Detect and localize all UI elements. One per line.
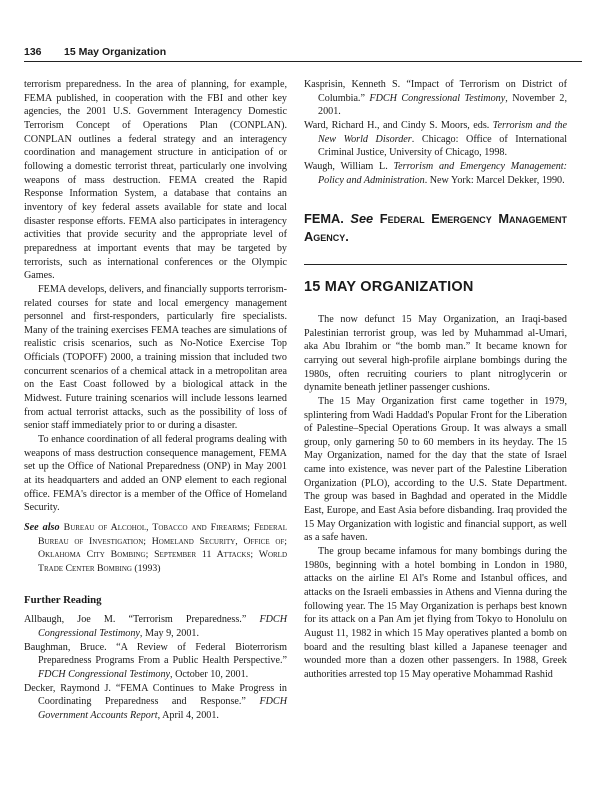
see-label: See — [350, 211, 374, 227]
body-paragraph: terrorism preparedness. In the area of planning, for example, FEMA published, in cooperation with the FBI and other key agencies, the 2001 U.S. Government Interagency Domestic Terrorism Concept of Operations Plan (CONPLAN). CONPLAN outlines a federal strategy and an interagency coordination and management structure in anticipation of or following a domestic terrorist threat, particularly one involving weapons of mass destruction. FEMA created the Rapid Response Information System, a database that contains an inventory of key federal assets available for state and local disaster response efforts. FEMA also participates in interagency activities that provide security and the appropriate level of preparedness at important events that may be targeted by terrorists, such as international conferences or the Olympic Games. — [24, 79, 287, 282]
reference-item: Ward, Richard H., and Cindy S. Moors, eds. Terrorism and the New World Disorder. Chicago: Office of International Criminal Justice, University of Chicago, 1998. — [304, 119, 568, 159]
further-reading-heading: Further Reading — [24, 593, 102, 606]
cross-reference-target[interactable]: Federal Emergency Management Agency. — [304, 211, 567, 245]
reference-item: Waugh, William L. Terrorism and Emergency Management: Policy and Administration. New York: Marcel Dekker, 1990. — [304, 160, 567, 186]
entry-heading: 15 MAY ORGANIZATION — [304, 279, 474, 296]
entry-divider — [304, 264, 567, 265]
reference-item: Kasprisin, Kenneth S. “Impact of Terrorism on District of Columbia.” FDCH Congressional Testimony, November 2, 2001. — [304, 79, 567, 118]
page-number: 136 — [24, 46, 42, 58]
entry-term: FEMA. — [304, 211, 344, 227]
body-paragraph: The group became infamous for many bombings during the 1980s, beginning with a hotel bombing in London in 1980, attacks on the airline El Al's Rome and Istanbul offices, and attacks on the Israeli embassies in Athens and Vienna during the following year. The 15 May Organization is perhaps best known for its attack on a Pan Am jet flying from Tokyo to Honolulu on August 11, 1982 in which 15 May operatives planted a bomb on board and the resulting blast killed a Japanese teenager and wounded more than a dozen other passengers. In 1988, Greek authorities arrested top 15 May operative Mohammad Rashid — [304, 546, 567, 680]
see-also-links[interactable]: Bureau of Alcohol, Tobacco and Firearms; Federal Bureau of Investigation; Homeland Security, Office of; Oklahoma City Bombing; September 11 Attacks; World Trade Center Bombing (1993) — [38, 522, 288, 574]
see-also-label: See also — [24, 522, 60, 533]
running-title: 15 May Organization — [64, 46, 167, 58]
body-paragraph: To enhance coordination of all federal programs dealing with weapons of mass destruction consequence management, FEMA set up the Office of National Preparedness (ONP) in May 2001 at its headquarters and added an ONP element to each regional office. FEMA's director is a member of the Office of Homeland Security. — [24, 434, 287, 514]
see-also — [24, 521, 287, 576]
cross-reference-entry — [304, 210, 567, 246]
reference-item: Baughman, Bruce. “A Review of Federal Bioterrorism Preparedness Programs From a Public Health Perspective.” FDCH Congressional Testimony, October 10, 2001. — [24, 641, 287, 680]
left-column — [24, 78, 287, 723]
body-paragraph: The now defunct 15 May Organization, an Iraqi-based Palestinian terrorist group, was led by Muhammad al-Umari, aka Abu Ibrahim or “the bomb man.” It became known for carrying out several high-profile airplane bombings during the 1980s, often recruiting couriers to plant nitroglycerin or dynamite beneath jetliner passenger cushions. — [304, 313, 567, 394]
reference-item: Allbaugh, Joe M. “Terrorism Preparedness.” FDCH Congressional Testimony, May 9, 2001. — [24, 614, 287, 639]
reference-item: Decker, Raymond J. “FEMA Continues to Make Progress in Coordinating Preparedness and Response.” FDCH Government Accounts Report, April 4, 2001. — [24, 682, 287, 721]
body-paragraph: The 15 May Organization first came together in 1979, splintering from Wadi Haddad's Popular Front for the Liberation of Palestine–Special Operations Group. It was always a small group, only garnering 50 to 60 members in its heyday. The 15 May Organization, named for the day that the state of Israel came into existence, was never part of the Palestine Liberation Organization (PLO), according to the U.S. State Department. The group was based in Baghdad and operated in the Middle East, Europe, and East Asia before disbanding. Iraq provided the 15 May Organization with logistic and financial support, as well as a safe haven. — [304, 395, 567, 544]
body-paragraph: FEMA develops, delivers, and financially supports terrorism-related courses for state and local emergency management personnel and first-responders, particularly fire specialists. Many of the training exercises FEMA teaches are simulations of realistic crisis scenarios, such as No-Notice Exercise Top Officials (TOPOFF) 2000, a training mission that included two concurrent scenarios of a chemical attack in a metropolitan area on the East Coast followed by a biological attack in the Midwest. Future training scenarios will include lessons learned from actual terrorist attacks, such as the possibility of loss of senior staff immediately prior to or during a disaster. — [24, 283, 287, 432]
running-header — [24, 46, 582, 62]
right-column — [304, 78, 567, 682]
